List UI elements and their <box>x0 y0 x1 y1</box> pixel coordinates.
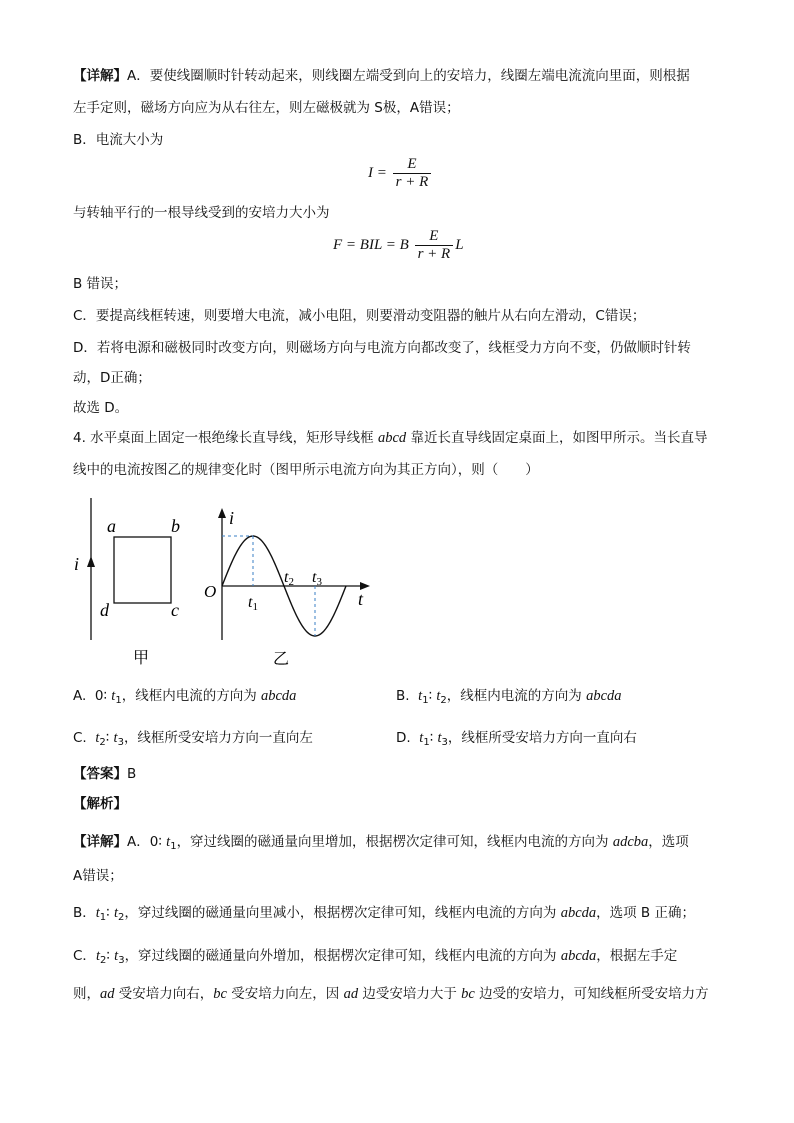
corner-b: b <box>171 516 180 536</box>
option-sub: 1 <box>423 737 430 748</box>
eq-tail: L <box>455 236 464 253</box>
option-dir: abcda <box>586 688 622 704</box>
solution-line-d1: D．若将电源和磁极同时改变方向，则磁场方向与电流方向都改变了，线框受力方向不变，仍做顺时针转 <box>73 340 691 356</box>
solution-line-a2: 左手定则，磁场方向应为从右往左，则左磁极就为 S极，A错误； <box>73 100 460 116</box>
text: ，根据左手定 <box>596 948 678 964</box>
option-letter: C. <box>73 730 87 746</box>
option-letter: B. <box>396 688 410 704</box>
option-a[interactable] <box>73 686 296 711</box>
question4-stem-line1 <box>73 428 707 448</box>
option-text: ，线框内电流的方向为 <box>121 688 261 704</box>
option-time: 0 <box>94 688 104 704</box>
solution-line-b1: B．电流大小为 <box>73 132 164 148</box>
edge-ad: ad <box>100 986 115 1002</box>
t2-label: t2 <box>284 569 294 588</box>
solution4-a-line1 <box>73 832 689 857</box>
y-axis-arrow-icon <box>218 508 226 518</box>
text: 边受安培力大于 <box>358 986 462 1002</box>
option-letter: D. <box>396 730 411 746</box>
x-axis-label: t <box>358 589 364 609</box>
corner-a: a <box>107 516 116 536</box>
option-time: t <box>436 688 441 704</box>
eq-denominator: r + R <box>417 246 451 262</box>
option-sub: 3 <box>117 737 124 748</box>
sub: 1 <box>170 841 177 852</box>
option-time: t <box>419 730 424 746</box>
corner-c: c <box>171 600 179 620</box>
eq-lhs: I = <box>368 164 387 181</box>
text: 边受的安培力，可知线框所受安培力方 <box>474 986 709 1002</box>
edge-bc: bc <box>461 986 475 1002</box>
option-d[interactable] <box>396 728 637 753</box>
stem-abcd: abcd <box>377 430 407 446</box>
option-time: t <box>113 730 118 746</box>
text: ，穿过线圈的磁通量向外增加，根据楞次定律可知，线框内电流的方向为 <box>124 948 561 964</box>
time: t <box>114 948 119 964</box>
dir: adcba <box>612 834 649 850</box>
edge-ad: ad <box>343 986 359 1002</box>
option-time: t <box>95 730 100 746</box>
solution-line-b2: 与转轴平行的一根导线受到的安培力大小为 <box>73 205 330 221</box>
time: t <box>95 948 100 964</box>
option-sep: ∶ <box>105 730 110 746</box>
option-time: t <box>437 730 442 746</box>
answer-tag: 【答案】 <box>73 766 127 782</box>
option-sub: 3 <box>441 737 448 748</box>
option-text: ，线框所受安培力方向一直向左 <box>123 730 313 746</box>
solution4-b <box>73 903 695 928</box>
text: 受安培力向左，因 <box>226 986 344 1002</box>
solution-line-a1 <box>73 66 690 86</box>
corner-d: d <box>100 600 109 620</box>
sub: 2 <box>99 955 107 966</box>
origin-label: O <box>204 582 217 601</box>
caption-jia: 甲 <box>133 648 150 667</box>
sub: 3 <box>118 955 125 966</box>
eq-numerator: E <box>415 228 454 246</box>
option-sep: ∶ <box>429 730 434 746</box>
current-label: i <box>74 554 80 574</box>
solution4-c-line2 <box>73 984 709 1004</box>
sub: 1 <box>99 912 107 923</box>
time: t <box>95 905 100 921</box>
option-text: ，线框所受安培力方向一直向右 <box>447 730 637 746</box>
text: A．要使线圈顺时针转动起来，则线圈左端受到向上的安培力，线圈左端电流流向里面，则根据 <box>127 68 690 84</box>
t3-label: t3 <box>312 569 322 588</box>
text: ，穿过线圈的磁通量向里减小，根据楞次定律可知，线框内电流的方向为 <box>124 905 561 921</box>
option-time: t <box>418 688 423 704</box>
option-dir: abcda <box>261 688 297 704</box>
question4-stem-line2: 线中的电流按图乙的规律变化时（图甲所示电流方向为其正方向），则（ ） <box>73 462 539 478</box>
text: ∶ <box>106 948 110 964</box>
equation-force <box>333 228 464 263</box>
option-time: t <box>111 688 116 704</box>
t1-label: t1 <box>248 594 258 613</box>
figure-jia <box>60 490 200 670</box>
option-b[interactable] <box>396 686 622 711</box>
text: A． <box>127 834 150 850</box>
option-text: ，线框内电流的方向为 <box>446 688 587 704</box>
answer-value: B <box>127 766 137 782</box>
text: 则， <box>73 986 100 1002</box>
eq-numerator: E <box>393 156 432 174</box>
analysis-tag: 【解析】 <box>73 796 127 812</box>
text: ∶ <box>158 834 162 850</box>
text: ，穿过线圈的磁通量向里增加，根据楞次定律可知，线框内电流的方向为 <box>176 834 613 850</box>
option-sub: 2 <box>440 695 447 706</box>
option-sep: ∶ <box>428 688 433 704</box>
answer-line <box>73 764 136 784</box>
solution-line-b3: B 错误； <box>73 276 128 292</box>
stem-text: 4. 水平桌面上固定一根绝缘长直导线，矩形导线框 <box>73 430 378 446</box>
text: 受安培力向右， <box>114 986 214 1002</box>
edge-bc: bc <box>213 986 227 1002</box>
detail-tag: 【详解】 <box>73 68 127 84</box>
text: ，选项 B 正确； <box>596 905 695 921</box>
sub: 2 <box>118 912 125 923</box>
solution-conclusion: 故选 D。 <box>73 400 129 416</box>
solution-line-d2: 动，D正确； <box>73 370 151 386</box>
time: t <box>166 834 171 850</box>
eq-denominator: r + R <box>395 174 429 190</box>
time: t <box>113 905 119 921</box>
y-axis-label: i <box>229 508 235 528</box>
current-arrow-icon <box>87 556 95 567</box>
eq-lhs: F = BIL = B <box>333 236 409 253</box>
option-sub: 1 <box>115 695 122 706</box>
caption-yi: 乙 <box>273 649 290 668</box>
option-c[interactable] <box>73 728 313 753</box>
figure-yi <box>195 500 380 670</box>
text: B． <box>73 905 96 921</box>
stem-text: 靠近长直导线固定桌面上，如图甲所示。当长直导 <box>406 430 708 446</box>
solution4-c-line1 <box>73 946 677 971</box>
text: ，选项 <box>648 834 689 850</box>
text: 0 <box>149 834 159 850</box>
solution4-a-line2: A错误； <box>73 868 123 884</box>
rectangular-frame <box>114 537 171 603</box>
solution-line-c: C．要提高线框转速，则要增大电流，减小电阻，则要滑动变阻器的触片从右向左滑动，C错误； <box>73 308 646 324</box>
option-sep: ∶ <box>103 688 107 704</box>
option-sub: 1 <box>422 695 429 706</box>
text: ∶ <box>106 905 110 921</box>
text: C． <box>73 948 96 964</box>
dir: abcda <box>560 948 597 964</box>
detail-tag: 【详解】 <box>73 834 127 850</box>
equation-current <box>368 156 433 191</box>
dir: abcda <box>560 905 597 921</box>
option-letter: A. <box>73 688 87 704</box>
option-sub: 2 <box>99 737 106 748</box>
